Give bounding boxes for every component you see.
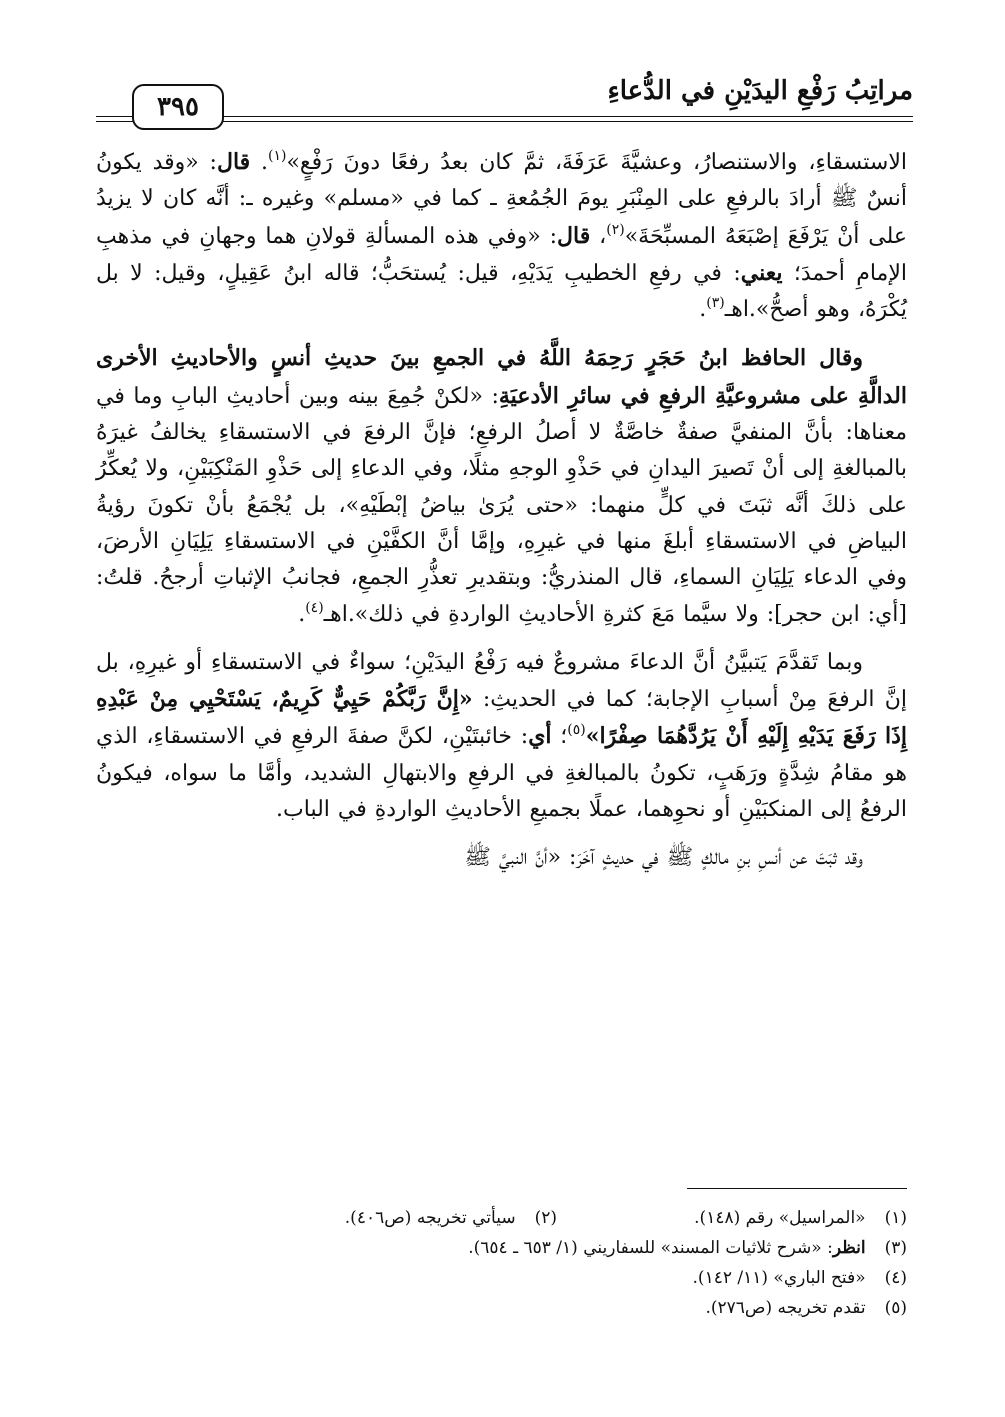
main-text: [96, 144, 907, 877]
footnote-2: [207, 1203, 557, 1233]
paragraph-2: [96, 340, 907, 632]
footnote-text: «فتح الباري» (١١/ ١٤٢).: [692, 1268, 866, 1288]
footnote-ref: (٢): [606, 221, 625, 238]
footnote-ref: (٥): [567, 722, 586, 739]
footnote-number: (٢): [534, 1208, 557, 1228]
paragraph-4: [96, 840, 907, 876]
footnote-ref: (٣): [706, 295, 725, 312]
text-run: : في رفعِ الخطيبِ يَدَيْهِ، قيل: يُستحَبُّ؛ قاله ابنُ عَقِيلٍ، وقيل: لا بل يُكْرَهُ، وهو أصحُّ».اهـ: [96, 260, 907, 323]
footnote-rule: [687, 1188, 907, 1189]
text-run: وبما تَقدَّمَ يَتبيَّنُ أنَّ الدعاءَ مشروعٌ فيه رَفْعُ اليدَيْنِ؛ سواءٌ في الاستسقاءِ أو غيرِهِ، بل إنَّ الرفعَ مِنْ أسبابِ الإجابة؛ كما في الحديثِ:: [96, 649, 907, 713]
bold-run: وقال الحافظ ابنُ حَجَرٍ رَحِمَهُ اللَّهُ في الجمعِ بينَ حديثِ أنسٍ والأحاديثِ الأخرى الدالَّةِ على مشروعيَّةِ الرفعِ في سائرِ الأدعيَةِ: [96, 345, 908, 409]
footnotes: [96, 1188, 907, 1323]
page-header: [96, 72, 913, 132]
text-run: : «وقد يكونُ أنسٌ ﷺ أرادَ بالرفعِ على المِنْبَرِ يومَ الجُمُعةِ ـ كما في «مسلم» وغيره ـ: أنَّه كان لا يزيدُ على أنْ يَرْفَعَ إصْبَعَهُ المسبِّحَةَ»: [96, 150, 908, 249]
text-run: وقد ثبَتَ عن أنسِ بنِ مالكٍ ﷺ في حديثٍ آخَرَ: «أنَّ النبيَّ ﷺ: [464, 845, 863, 871]
text-run: .: [250, 150, 268, 175]
text-run: ،: [590, 223, 607, 249]
bold-run: أي: [528, 723, 552, 750]
footnote-1: [557, 1203, 907, 1233]
footnote-text: تقدم تخريجه (ص٢٧٦).: [705, 1298, 866, 1318]
footnote-list: [96, 1203, 907, 1323]
running-title: مراتِبُ رَفْعِ اليدَيْنِ في الدُّعاءِ: [607, 76, 913, 106]
footnote-text: «المراسيل» رقم (١٤٨).: [694, 1208, 866, 1228]
text-run: .: [699, 297, 707, 323]
bold-run: قال: [557, 222, 591, 249]
footnote-number: (٤): [884, 1268, 907, 1288]
hadith-quote: «إِنَّ رَبَّكُمْ حَيِيٌّ كَرِيمٌ، يَسْتَحْيِي مِنْ عَبْدِهِ إِذَا رَفَعَ يَدَيْهِ إِلَيْهِ أَنْ يَرُدَّهُمَا صِفْرًا»: [96, 686, 907, 750]
footnote-5: [96, 1293, 907, 1323]
footnote-text: : «شرح ثلاثيات المسند» للسفاريني (١/ ٦٥٣ ـ ٦٥٤).: [468, 1238, 833, 1258]
footnote-label: انظر: [832, 1238, 866, 1258]
footnote-ref: (٤): [305, 599, 324, 616]
bold-run: قال: [216, 149, 251, 175]
text-run: : خائبتَيْنِ، لكنَّ صفةَ الرفعِ في الاستسقاءِ، الذي هو مقامُ شِدَّةٍ ورَهَبٍ، تكونُ بالمبالغةِ في الرفعِ والابتهالِ الشديد، وأمَّا ما سواه، فيكونُ الرفعُ إلى المنكبَيْنِ أو نحوِهما، عملًا بجميعِ الأحاديثِ الواردةِ في الباب.: [96, 724, 907, 823]
footnote-4: [96, 1263, 907, 1293]
text-run: : «وفي هذه المسألةِ قولانِ هما وجهانِ في مذهبِ الإمامِ أحمدَ؛: [96, 223, 907, 286]
paragraph-3: [96, 645, 907, 828]
footnote-row: [96, 1203, 907, 1233]
bold-run: يعني: [740, 259, 783, 286]
text-run: .: [298, 601, 306, 627]
footnote-text: سيأتي تخريجه (ص٤٠٦).: [344, 1208, 516, 1228]
text-run: : «لكنْ جُمِعَ بينه وبين أحاديثِ البابِ وما في معناها: بأنَّ المنفيَّ صفةٌ خاصَّةٌ لا أصلُ الرفعِ؛ فإنَّ الرفعَ في الاستسقاءِ يخالفُ غيرَهُ بالمبالغةِ إلى أنْ تَصيرَ اليدانِ في حَذْوِ الوجهِ مثلًا، وفي الدعاءِ إلى حَذْوِ المَنْكِبَيْنِ، ولا يُعكِّرُ على ذلكَ أنَّه ثبَتَ في كلٍّ منهما: «حتى يُرَىٰ بياضُ إبْطَيْهِ»، بل يُجْمَعُ بأنْ تكونَ رؤيةُ البياضِ في الاستسقاءِ أبلغَ منها في غيرِهِ، وإمَّا أنَّ الكفَّيْنِ في الاستسقاءِ يَلِيَانِ الأرضَ، وفي الدعاء يَلِيَانِ السماءِ، قال المنذريُّ: وبتقديرِ تعذُّرِ الجمعِ، فجانبُ الإثباتِ أرجحُ. قلتُ: [أي: ابن حجر]: ولا سيَّما مَعَ كثرةِ الأحاديثِ الواردةِ في ذلك».اهـ: [96, 383, 907, 627]
footnote-ref: (١): [267, 148, 287, 164]
footnote-3: [96, 1233, 907, 1263]
page-number: ٣٩٥: [132, 84, 224, 130]
footnote-number: (١): [884, 1208, 907, 1228]
text-run: الاستسقاءِ، والاستنصارُ، وعشيَّةَ عَرَفَةَ، ثمَّ كان بعدُ رفعًا دونَ رَفْعٍ»: [286, 150, 907, 175]
footnote-number: (٥): [884, 1298, 907, 1318]
paragraph-1: [96, 144, 907, 328]
text-run: ؛: [551, 724, 568, 750]
footnote-number: (٣): [884, 1238, 907, 1258]
